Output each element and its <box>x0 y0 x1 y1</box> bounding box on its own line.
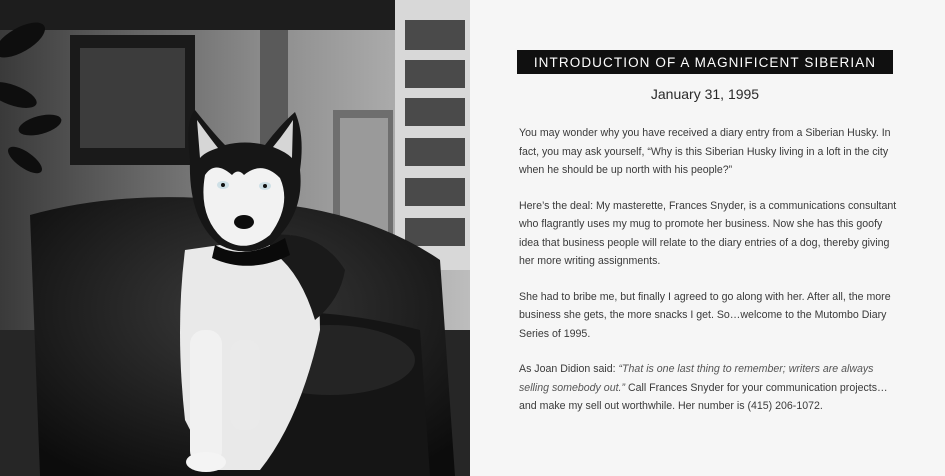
paragraph-4-lead: As Joan Didion said: <box>519 363 619 375</box>
paragraph-4 <box>519 360 897 416</box>
didion-quote: “That is one last thing to remember; writers are always selling somebody out.” <box>519 363 874 394</box>
paragraph-1: You may wonder why you have received a diary entry from a Siberian Husky. In fact, you may ask yourself, “Why is this Siberian Husky living in a loft in the city when he should be up north with his people?” <box>519 127 891 176</box>
entry-date: January 31, 1995 <box>650 86 760 102</box>
entry-title: INTRODUCTION OF A MAGNIFICENT SIBERIAN <box>533 54 877 70</box>
paragraph-2: Here’s the deal: My masterette, Frances Snyder, is a communications consultant who flagrantly uses my mug to promote her business. Now she has this goofy idea that business people will relate to the diary entries of a dog, thereby giving her more writing assignments. <box>519 199 897 267</box>
entry-title-bar <box>517 50 893 74</box>
paragraph-4-rest: Call Frances Snyder for your communication projects… and make my sell out worthwhile. Her number is (415) 206-1072. <box>519 381 888 412</box>
entry-body <box>519 124 897 433</box>
paragraph-3: She had to bribe me, but finally I agreed to go along with her. After all, the more business she gets, the more snacks I get. So…welcome to the Mutombo Diary Series of 1995. <box>519 290 891 340</box>
husky-photo <box>0 0 470 476</box>
husky-photo-illustration <box>0 0 470 476</box>
